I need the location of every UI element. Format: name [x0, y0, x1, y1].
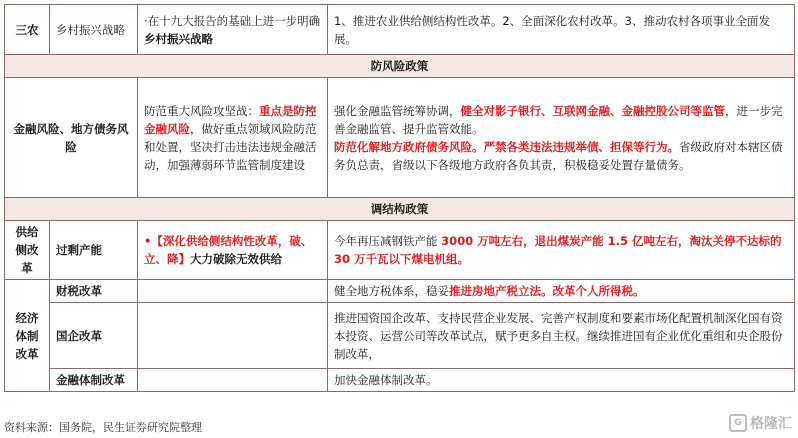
measure-text: ，做好重点领域风险防范和处置，坚决打击违法违规金融活动，加强薄弱环节监管制度建设 [144, 121, 317, 172]
detail-text: 省级政府对本辖区债务负总责，省级以下各级地方政府各负其责，积极稳妥处置存量债务。 [334, 139, 783, 172]
subcategory-cell: 过剩产能 [50, 221, 138, 280]
source-note: 资料来源：国务院，民生证券研究院整理 [4, 421, 202, 434]
subcategory-cell: 财税改革 [50, 280, 138, 303]
watermark-text: 格隆汇 [750, 416, 792, 432]
measure-highlight: •【深化供给侧结构性改革，破、立、降】 [144, 234, 313, 266]
category-cell: 供给侧改革 [5, 221, 50, 280]
detail-text: ，进一步完善金融监管、提升监管效能。 [334, 103, 783, 136]
detail-text: 健全地方税体系，稳妥 [334, 284, 449, 298]
section-title: 调结构政策 [5, 198, 795, 221]
category-cell: 金融风险、地方债务风险 [5, 78, 138, 198]
subcategory-cell: 国企改革 [50, 303, 138, 369]
table-row-finance-risk [5, 78, 795, 198]
policy-table [4, 4, 795, 392]
category-cell: 三农 [5, 5, 50, 55]
category-cell: 经济体制改革 [5, 280, 50, 392]
section-header-risk [5, 55, 795, 78]
subcategory-cell: 乡村振兴战略 [50, 5, 138, 55]
detail-text: 今年再压减钢铁产能 [334, 234, 442, 248]
section-title: 防风险政策 [5, 55, 795, 78]
measure-text: 防范重大风险攻坚战： [144, 103, 259, 118]
measure-cell [138, 5, 328, 55]
measure-text: ·在十九大报告的基础上进一步明确 [144, 13, 321, 28]
subcategory-cell: 金融体制改革 [50, 369, 138, 392]
detail-cell [328, 221, 795, 280]
measure-emphasis: 大力破除无效供给 [190, 252, 282, 266]
table-row-sannong [5, 5, 795, 55]
detail-text: 强化金融监管统筹协调， [334, 103, 461, 118]
measure-highlight: 重点是防控金融风险 [144, 103, 317, 136]
detail-cell: 推进国资国企改革、支持民营企业发展、完善产权制度和要素市场化配置机制深化国有资本投资、运营公司等改革试点，赋予更多自主权。继续推进国有企业优化重组和央企股份制改革， [328, 303, 795, 369]
detail-highlight: 推进房地产税立法。改革个人所得税。 [449, 284, 645, 298]
table-row-overcapacity [5, 221, 795, 280]
detail-paragraph [334, 102, 788, 138]
measure-cell [138, 221, 328, 280]
table-row-tax [5, 280, 795, 303]
detail-cell [328, 280, 795, 303]
detail-cell: 1、推进农业供给侧结构性改革。2、全面深化农村改革。3、推动农村各项事业全面发展。 [328, 5, 795, 55]
detail-paragraph [334, 138, 788, 174]
detail-highlight: 3000 万吨左右，退出煤炭产能 1.5 亿吨左右，淘汰关停不达标的 30 万千瓦以下煤电机组。 [334, 234, 782, 266]
detail-cell [328, 78, 795, 198]
measure-cell [138, 280, 328, 303]
section-header-structure [5, 198, 795, 221]
measure-emphasis: 乡村振兴战略 [144, 31, 213, 46]
detail-highlight: 防范化解地方政府债务风险。严禁各类违法违规举债、担保等行为。 [334, 139, 679, 154]
watermark-logo-icon: G [729, 414, 747, 432]
detail-cell: 加快金融体制改革。 [328, 369, 795, 392]
measure-cell [138, 303, 328, 369]
detail-highlight: 健全对影子银行、互联网金融、金融控股公司等监管 [460, 103, 725, 118]
watermark [729, 413, 792, 433]
measure-cell [138, 78, 328, 198]
measure-cell [138, 369, 328, 392]
table-row-finsys [5, 369, 795, 392]
table-row-soe [5, 303, 795, 369]
